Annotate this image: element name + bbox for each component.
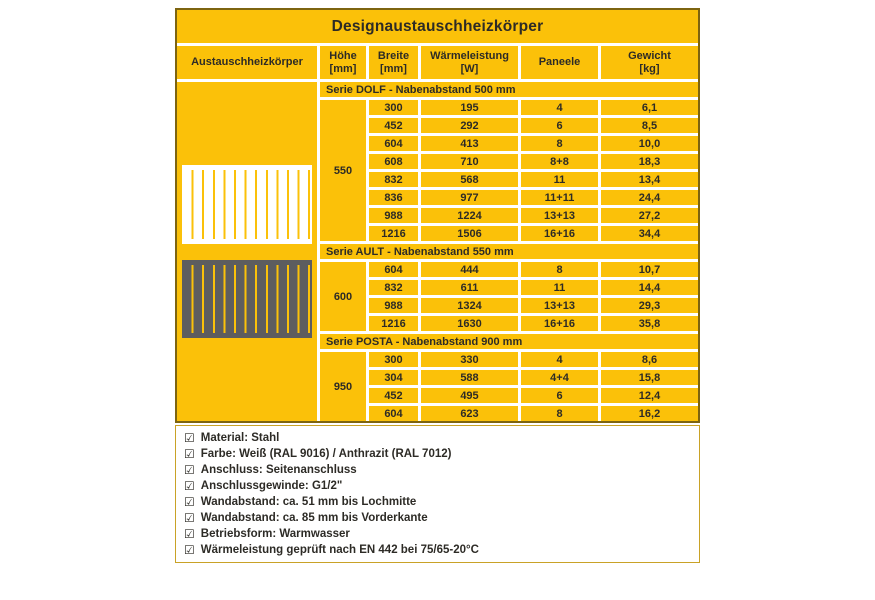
breite-cell: 604 bbox=[369, 406, 418, 421]
breite-cell: 836 bbox=[369, 190, 418, 205]
radiator-anthracite-image bbox=[182, 260, 312, 338]
breite-cell: 300 bbox=[369, 100, 418, 115]
checked-checkbox-icon: ☑ bbox=[184, 447, 195, 461]
checked-checkbox-icon: ☑ bbox=[184, 463, 195, 477]
gewicht-cell: 14,4 bbox=[601, 280, 698, 295]
waermeleistung-cell: 444 bbox=[421, 262, 518, 277]
gewicht-cell: 6,1 bbox=[601, 100, 698, 115]
checked-checkbox-icon: ☑ bbox=[184, 431, 195, 445]
column-header-breite bbox=[369, 46, 418, 79]
waermeleistung-cell: 623 bbox=[421, 406, 518, 421]
breite-cell: 452 bbox=[369, 388, 418, 403]
waermeleistung-cell: 195 bbox=[421, 100, 518, 115]
column-header-label: Austauschheizkörper bbox=[191, 56, 303, 68]
feature-item bbox=[184, 542, 691, 558]
feature-item bbox=[184, 526, 691, 542]
gewicht-cell: 35,8 bbox=[601, 316, 698, 331]
paneele-cell: 11 bbox=[521, 172, 598, 187]
waermeleistung-cell: 611 bbox=[421, 280, 518, 295]
section-header-dolf: Serie DOLF - Nabenabstand 500 mm bbox=[320, 82, 698, 97]
waermeleistung-cell: 495 bbox=[421, 388, 518, 403]
column-header-unit: [kg] bbox=[639, 62, 660, 75]
waermeleistung-cell: 588 bbox=[421, 370, 518, 385]
breite-cell: 452 bbox=[369, 118, 418, 133]
waermeleistung-cell: 1630 bbox=[421, 316, 518, 331]
feature-text: Wärmeleistung geprüft nach EN 442 bei 75/65-20°C bbox=[200, 544, 479, 556]
paneele-cell: 6 bbox=[521, 388, 598, 403]
column-header-waermeleistung bbox=[421, 46, 518, 79]
feature-text: Anschluss: Seitenanschluss bbox=[200, 464, 357, 476]
paneele-cell: 8 bbox=[521, 262, 598, 277]
section-header-posta: Serie POSTA - Nabenabstand 900 mm bbox=[320, 334, 698, 349]
paneele-cell: 6 bbox=[521, 118, 598, 133]
breite-cell: 988 bbox=[369, 298, 418, 313]
breite-cell: 300 bbox=[369, 352, 418, 367]
breite-cell: 304 bbox=[369, 370, 418, 385]
paneele-cell: 8 bbox=[521, 136, 598, 151]
paneele-cell: 8+8 bbox=[521, 154, 598, 169]
product-sheet bbox=[175, 8, 700, 563]
breite-cell: 604 bbox=[369, 136, 418, 151]
column-header-label: Höhe bbox=[329, 49, 357, 62]
checked-checkbox-icon: ☑ bbox=[184, 543, 195, 557]
radiator-spec-table bbox=[175, 8, 700, 423]
paneele-cell: 13+13 bbox=[521, 298, 598, 313]
gewicht-cell: 15,8 bbox=[601, 370, 698, 385]
breite-cell: 832 bbox=[369, 280, 418, 295]
breite-cell: 1216 bbox=[369, 226, 418, 241]
feature-item bbox=[184, 446, 691, 462]
gewicht-cell: 10,0 bbox=[601, 136, 698, 151]
radiator-white-image bbox=[182, 165, 312, 244]
checked-checkbox-icon: ☑ bbox=[184, 511, 195, 525]
column-header-unit: [mm] bbox=[329, 62, 357, 75]
paneele-cell: 8 bbox=[521, 406, 598, 421]
waermeleistung-cell: 568 bbox=[421, 172, 518, 187]
waermeleistung-cell: 977 bbox=[421, 190, 518, 205]
paneele-cell: 11+11 bbox=[521, 190, 598, 205]
waermeleistung-cell: 1324 bbox=[421, 298, 518, 313]
feature-item bbox=[184, 510, 691, 526]
feature-checklist bbox=[175, 425, 700, 563]
gewicht-cell: 18,3 bbox=[601, 154, 698, 169]
breite-cell: 604 bbox=[369, 262, 418, 277]
paneele-cell: 16+16 bbox=[521, 226, 598, 241]
gewicht-cell: 34,4 bbox=[601, 226, 698, 241]
column-header-paneele bbox=[521, 46, 598, 79]
hoehe-cell-dolf: 550 bbox=[320, 100, 366, 241]
feature-text: Betriebsform: Warmwasser bbox=[200, 528, 350, 540]
column-header-hoehe bbox=[320, 46, 366, 79]
paneele-cell: 4 bbox=[521, 100, 598, 115]
waermeleistung-cell: 292 bbox=[421, 118, 518, 133]
column-header-unit: [mm] bbox=[380, 62, 407, 75]
gewicht-cell: 10,7 bbox=[601, 262, 698, 277]
paneele-cell: 4 bbox=[521, 352, 598, 367]
column-header-label: Breite bbox=[377, 49, 410, 62]
column-header-label: Paneele bbox=[538, 56, 581, 68]
column-header-label: Wärmeleistung bbox=[430, 49, 509, 62]
paneele-cell: 4+4 bbox=[521, 370, 598, 385]
paneele-cell: 11 bbox=[521, 280, 598, 295]
feature-item bbox=[184, 494, 691, 510]
product-image-cell bbox=[177, 82, 317, 421]
waermeleistung-cell: 1224 bbox=[421, 208, 518, 223]
feature-text: Wandabstand: ca. 51 mm bis Lochmitte bbox=[200, 496, 417, 508]
feature-text: Material: Stahl bbox=[200, 432, 280, 444]
gewicht-cell: 12,4 bbox=[601, 388, 698, 403]
checked-checkbox-icon: ☑ bbox=[184, 495, 195, 509]
feature-text: Wandabstand: ca. 85 mm bis Vorderkante bbox=[200, 512, 428, 524]
breite-cell: 608 bbox=[369, 154, 418, 169]
section-header-ault: Serie AULT - Nabenabstand 550 mm bbox=[320, 244, 698, 259]
waermeleistung-cell: 710 bbox=[421, 154, 518, 169]
page-title: Designaustauschheizkörper bbox=[177, 10, 698, 43]
breite-cell: 988 bbox=[369, 208, 418, 223]
radiator-slats bbox=[183, 170, 311, 239]
paneele-cell: 13+13 bbox=[521, 208, 598, 223]
gewicht-cell: 24,4 bbox=[601, 190, 698, 205]
gewicht-cell: 29,3 bbox=[601, 298, 698, 313]
breite-cell: 1216 bbox=[369, 316, 418, 331]
breite-cell: 832 bbox=[369, 172, 418, 187]
paneele-cell: 16+16 bbox=[521, 316, 598, 331]
gewicht-cell: 8,6 bbox=[601, 352, 698, 367]
gewicht-cell: 27,2 bbox=[601, 208, 698, 223]
column-header-unit: [W] bbox=[460, 62, 479, 75]
waermeleistung-cell: 330 bbox=[421, 352, 518, 367]
feature-item bbox=[184, 430, 691, 446]
column-header-label: Gewicht bbox=[628, 49, 671, 62]
radiator-slats bbox=[183, 265, 311, 333]
gewicht-cell: 13,4 bbox=[601, 172, 698, 187]
gewicht-cell: 8,5 bbox=[601, 118, 698, 133]
checked-checkbox-icon: ☑ bbox=[184, 527, 195, 541]
waermeleistung-cell: 1506 bbox=[421, 226, 518, 241]
gewicht-cell: 16,2 bbox=[601, 406, 698, 421]
feature-item bbox=[184, 478, 691, 494]
column-header-gewicht bbox=[601, 46, 698, 79]
hoehe-cell-posta: 950 bbox=[320, 352, 366, 421]
feature-text: Anschlussgewinde: G1/2" bbox=[200, 480, 343, 492]
column-header-austauschheizkoerper bbox=[177, 46, 317, 79]
feature-item bbox=[184, 462, 691, 478]
waermeleistung-cell: 413 bbox=[421, 136, 518, 151]
feature-text: Farbe: Weiß (RAL 9016) / Anthrazit (RAL 7012) bbox=[200, 448, 452, 460]
checked-checkbox-icon: ☑ bbox=[184, 479, 195, 493]
hoehe-cell-ault: 600 bbox=[320, 262, 366, 331]
